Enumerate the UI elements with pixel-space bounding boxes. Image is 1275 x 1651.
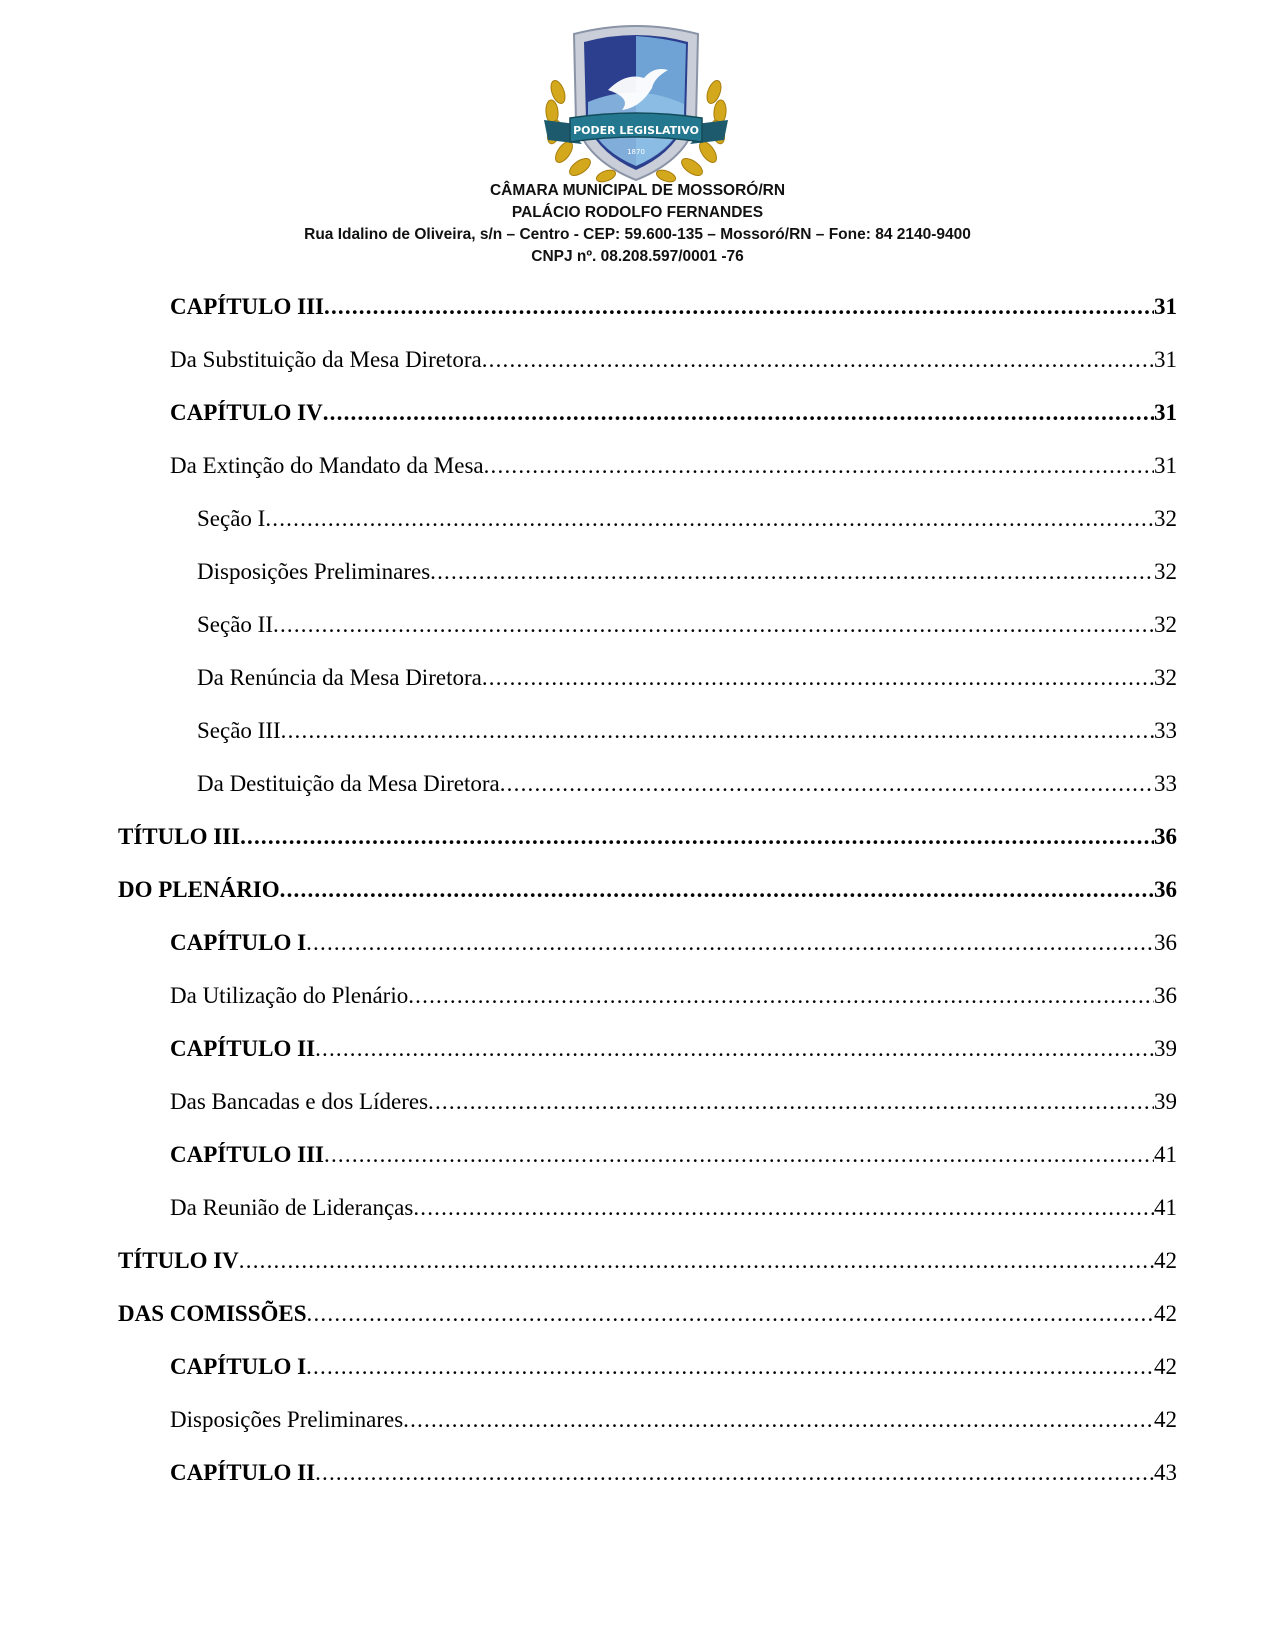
toc-entry[interactable] <box>170 1032 1177 1066</box>
toc-leader-dots <box>315 1456 1154 1490</box>
toc-entry[interactable] <box>170 926 1177 960</box>
toc-entry-label: Da Reunião de Lideranças <box>170 1195 414 1220</box>
institution-name: CÂMARA MUNICIPAL DE MOSSORÓ/RN <box>489 182 786 199</box>
toc-entry[interactable] <box>170 1350 1177 1384</box>
toc-leader-dots <box>324 1138 1154 1172</box>
toc-entry[interactable] <box>170 1403 1177 1437</box>
toc-entry-page: 39 <box>1154 1036 1177 1061</box>
toc-entry-page: 32 <box>1154 506 1177 531</box>
toc-leader-dots <box>280 873 1154 907</box>
toc-leader-dots <box>273 608 1154 642</box>
toc-leader-dots <box>265 502 1154 536</box>
toc-entry-page: 39 <box>1154 1089 1177 1114</box>
toc-entry-page: 36 <box>1154 930 1177 955</box>
toc-entry-label: Da Utilização do Plenário <box>170 983 409 1008</box>
toc-entry-page: 32 <box>1154 559 1177 584</box>
toc-entry[interactable] <box>170 1085 1177 1119</box>
toc-entry[interactable] <box>197 661 1177 695</box>
toc-entry-label: TÍTULO III <box>118 824 241 849</box>
toc-entry[interactable] <box>197 555 1177 589</box>
toc-entry-page: 31 <box>1154 294 1177 319</box>
toc-leader-dots <box>323 396 1154 430</box>
toc-entry[interactable] <box>197 767 1177 801</box>
palace-name: PALÁCIO RODOLFO FERNANDES <box>511 204 764 221</box>
toc-entry[interactable] <box>170 1191 1177 1225</box>
cnpj-line: CNPJ nº. 08.208.597/0001 -76 <box>531 248 744 265</box>
toc-entry[interactable] <box>170 449 1177 483</box>
toc-entry-page: 42 <box>1154 1407 1177 1432</box>
toc-entry-label: CAPÍTULO I <box>170 930 307 955</box>
toc-leader-dots <box>307 1297 1154 1331</box>
toc-entry[interactable] <box>118 1244 1177 1278</box>
toc-entry-label: CAPÍTULO III <box>170 294 325 319</box>
toc-entry-label: DAS COMISSÕES <box>118 1301 307 1326</box>
toc-entry[interactable] <box>118 1297 1177 1331</box>
legislative-crest-logo <box>536 12 736 188</box>
toc-entry[interactable] <box>197 502 1177 536</box>
toc-entry-label: Da Substituição da Mesa Diretora <box>170 347 482 372</box>
toc-entry-label: CAPÍTULO I <box>170 1354 307 1379</box>
toc-leader-dots <box>403 1403 1154 1437</box>
toc-entry-label: Seção I <box>197 506 266 531</box>
toc-entry-page: 36 <box>1154 824 1177 849</box>
toc-entry[interactable] <box>170 290 1177 324</box>
toc-entry-page: 42 <box>1154 1301 1177 1326</box>
toc-leader-dots <box>239 1244 1154 1278</box>
toc-entry-page: 31 <box>1154 453 1177 478</box>
toc-entry-page: 42 <box>1154 1248 1177 1273</box>
toc-entry-label: Seção II <box>197 612 273 637</box>
toc-leader-dots <box>306 926 1154 960</box>
toc-entry-page: 31 <box>1154 400 1177 425</box>
toc-entry-label: CAPÍTULO II <box>170 1036 316 1061</box>
toc-entry-page: 32 <box>1154 612 1177 637</box>
toc-entry-label: Da Renúncia da Mesa Diretora <box>197 665 482 690</box>
toc-entry-label: Da Extinção do Mandato da Mesa <box>170 453 484 478</box>
logo-year-text: 1870 <box>627 148 645 156</box>
toc-leader-dots <box>428 1085 1154 1119</box>
toc-entry-page: 41 <box>1154 1195 1177 1220</box>
toc-entry-page: 36 <box>1154 877 1177 902</box>
toc-leader-dots <box>324 290 1154 324</box>
toc-leader-dots <box>281 714 1154 748</box>
toc-entry[interactable] <box>197 714 1177 748</box>
toc-entry-label: TÍTULO IV <box>118 1248 239 1273</box>
toc-entry[interactable] <box>118 820 1177 854</box>
toc-leader-dots <box>500 767 1154 801</box>
toc-entry-label: Das Bancadas e dos Líderes <box>170 1089 429 1114</box>
toc-entry-page: 43 <box>1154 1460 1177 1485</box>
toc-entry-label: Da Destituição da Mesa Diretora <box>197 771 500 796</box>
toc-leader-dots <box>306 1350 1154 1384</box>
logo-banner-text: PODER LEGISLATIVO <box>573 124 699 137</box>
toc-entry-page: 31 <box>1154 347 1177 372</box>
toc-entry-page: 32 <box>1154 665 1177 690</box>
toc-leader-dots <box>315 1032 1154 1066</box>
toc-entry[interactable] <box>170 1456 1177 1490</box>
toc-entry-page: 33 <box>1154 771 1177 796</box>
toc-entry[interactable] <box>170 1138 1177 1172</box>
toc-leader-dots <box>482 343 1154 377</box>
toc-entry[interactable] <box>170 979 1177 1013</box>
toc-leader-dots <box>413 1191 1154 1225</box>
toc-entry-label: CAPÍTULO II <box>170 1460 316 1485</box>
toc-entry[interactable] <box>197 608 1177 642</box>
toc-entry-label: Disposições Preliminares <box>197 559 431 584</box>
toc-entry-label: CAPÍTULO IV <box>170 400 323 425</box>
toc-entry-label: Disposições Preliminares <box>170 1407 404 1432</box>
address-line: Rua Idalino de Oliveira, s/n – Centro - CEP: 59.600-135 – Mossoró/RN – Fone: 84 2140-9400 <box>304 226 971 243</box>
toc-leader-dots <box>408 979 1154 1013</box>
toc-entry-page: 41 <box>1154 1142 1177 1167</box>
toc-leader-dots <box>484 449 1154 483</box>
toc-entry[interactable] <box>170 343 1177 377</box>
toc-entry[interactable] <box>118 873 1177 907</box>
toc-entry[interactable] <box>170 396 1177 430</box>
toc-entry-page: 33 <box>1154 718 1177 743</box>
toc-entry-label: CAPÍTULO III <box>170 1142 325 1167</box>
toc-leader-dots <box>430 555 1154 589</box>
toc-entry-page: 42 <box>1154 1354 1177 1379</box>
toc-leader-dots <box>482 661 1154 695</box>
toc-leader-dots <box>240 820 1154 854</box>
toc-entry-label: Seção III <box>197 718 281 743</box>
toc-entry-page: 36 <box>1154 983 1177 1008</box>
toc-entry-label: DO PLENÁRIO <box>118 877 280 902</box>
